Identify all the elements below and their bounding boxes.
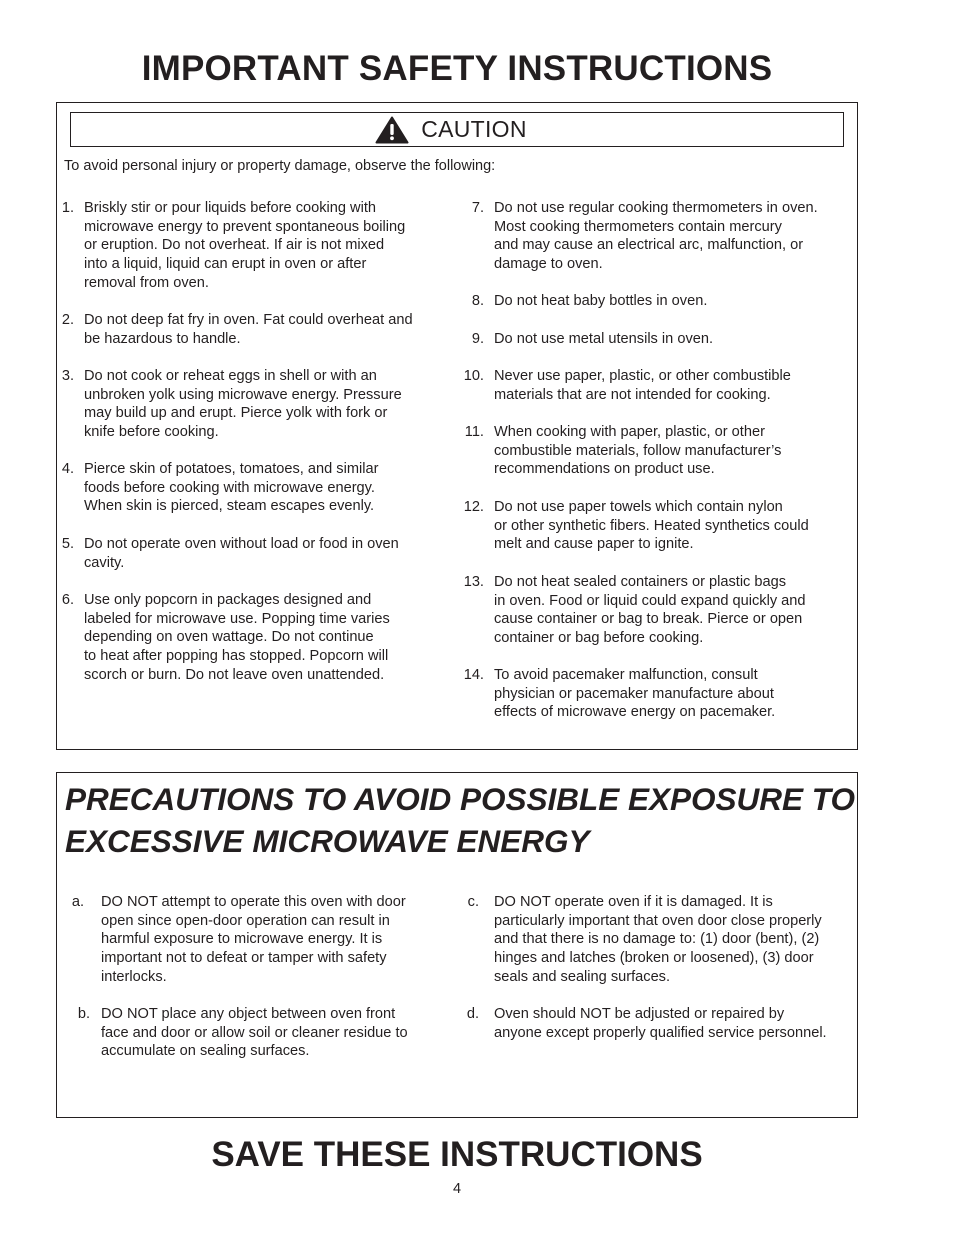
item-number: 1. bbox=[61, 200, 74, 216]
page-title: IMPORTANT SAFETY INSTRUCTIONS bbox=[141, 49, 773, 88]
item-text: Pierce skin of potatoes, tomatoes, and similar foods before cooking with microwave energy. When skin is pierced, steam escapes evenly. bbox=[84, 461, 379, 515]
item-number: 13. bbox=[463, 574, 484, 590]
item-text: Briskly stir or pour liquids before cooking with microwave energy to prevent spontaneous boiling or eruption. Do not overheat. If air is not mixed into a liquid, liquid can erupt in oven or after removal from oven. bbox=[84, 200, 406, 291]
precautions-title: PRECAUTIONS TO AVOID POSSIBLE EXPOSURE TO EXCESSIVE MICROWAVE ENERGY bbox=[65, 781, 855, 859]
item-number: 5. bbox=[61, 536, 74, 552]
item-text: Do not use metal utensils in oven. bbox=[494, 331, 714, 347]
item-number: 9. bbox=[471, 331, 484, 347]
item-text: DO NOT place any object between oven front face and door or allow soil or cleaner residue to accumulate on sealing surfaces. bbox=[101, 1006, 408, 1060]
item-number: 6. bbox=[61, 592, 74, 608]
item-text: Do not use regular cooking thermometers in oven. Most cooking thermometers contain mercury and may cause an electrical arc, malfunction, or damage to oven. bbox=[494, 200, 818, 273]
item-letter: c. bbox=[467, 894, 479, 910]
item-letter: d. bbox=[466, 1006, 479, 1022]
intro-text: To avoid personal injury or property damage, observe the following: bbox=[64, 158, 496, 174]
item-text: Do not heat baby bottles in oven. bbox=[494, 293, 708, 309]
item-text: Use only popcorn in packages designed and labeled for microwave use. Popping time varies depending on oven wattage. Do not continue to heat after popping has stopped. Popcorn will scorch or burn. Do not leave oven unattended. bbox=[84, 592, 390, 683]
item-text: Do not cook or reheat eggs in shell or with an unbroken yolk using microwave energy. Pressure may build up and erupt. Pierce yolk with fork or knife before cooking. bbox=[84, 368, 402, 441]
item-text: Do not use paper towels which contain nylon or other synthetic fibers. Heated synthetics could melt and cause paper to ignite. bbox=[494, 499, 809, 553]
item-text: To avoid pacemaker malfunction, consult physician or pacemaker manufacture about effects of microwave energy on pacemaker. bbox=[494, 667, 776, 721]
item-text: When cooking with paper, plastic, or other combustible materials, follow manufacturer’s recommendations on product use. bbox=[494, 424, 782, 478]
warning-triangle-icon bbox=[375, 116, 409, 144]
item-number: 2. bbox=[61, 312, 74, 328]
caution-banner bbox=[70, 112, 844, 147]
item-text: Oven should NOT be adjusted or repaired by anyone except properly qualified service personnel. bbox=[494, 1006, 827, 1041]
item-text: Never use paper, plastic, or other combustible materials that are not intended for cooking. bbox=[494, 368, 791, 403]
item-number: 12. bbox=[463, 499, 484, 515]
item-text: Do not deep fat fry in oven. Fat could overheat and be hazardous to handle. bbox=[84, 312, 413, 347]
item-number: 10. bbox=[463, 368, 484, 384]
item-number: 4. bbox=[61, 461, 74, 477]
item-text: DO NOT attempt to operate this oven with door open since open-door operation can result in harmful exposure to microwave energy. It is important not to defeat or tamper with safety interlocks. bbox=[101, 894, 406, 985]
page-number: 4 bbox=[452, 1181, 462, 1197]
item-number: 8. bbox=[471, 293, 484, 309]
item-text: DO NOT operate oven if it is damaged. It is particularly important that oven door close properly and that there is no damage to: (1) door (bent), (2) hinges and latches (broken or loosened), (3) door seals and sealing surfaces. bbox=[494, 894, 822, 985]
item-number: 14. bbox=[463, 667, 484, 683]
save-instructions-heading: SAVE THESE INSTRUCTIONS bbox=[211, 1135, 703, 1174]
caution-label: CAUTION bbox=[421, 116, 527, 142]
item-text: Do not heat sealed containers or plastic bags in oven. Food or liquid could expand quickly and cause container or bag to break. Pierce or open container or bag before cooking. bbox=[494, 574, 806, 647]
item-number: 11. bbox=[464, 424, 484, 440]
item-number: 3. bbox=[61, 368, 74, 384]
item-letter: a. bbox=[71, 894, 84, 910]
item-number: 7. bbox=[471, 200, 484, 216]
item-text: Do not operate oven without load or food in oven cavity. bbox=[84, 536, 399, 571]
item-letter: b. bbox=[77, 1006, 90, 1022]
